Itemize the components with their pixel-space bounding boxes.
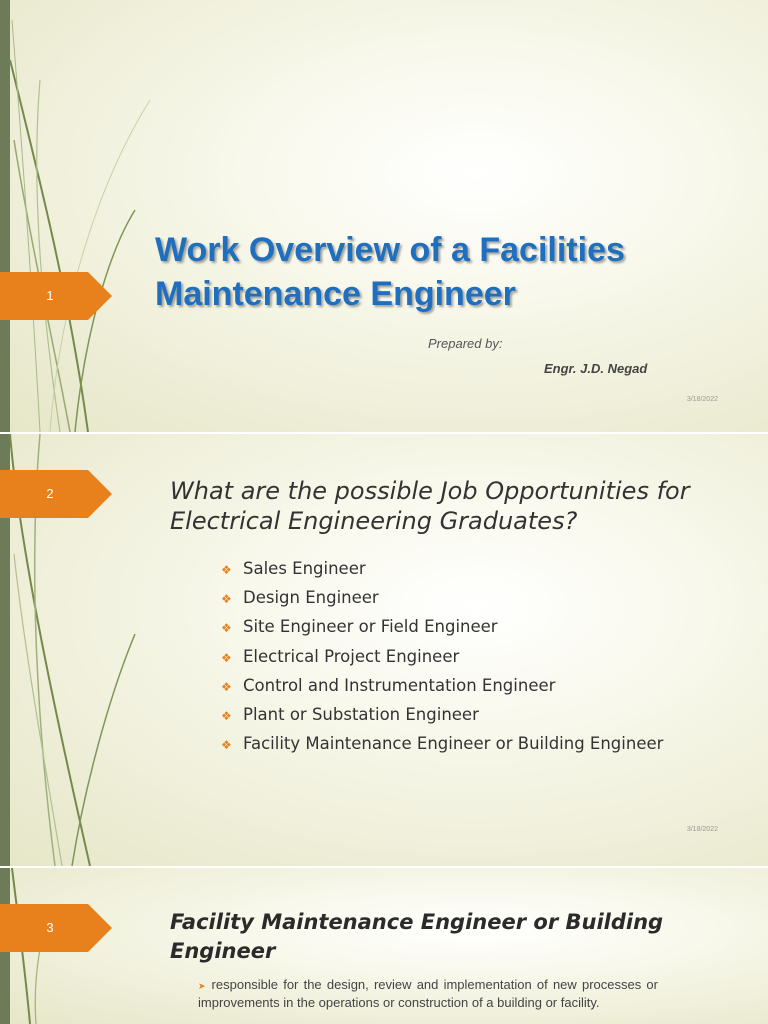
list-item: ❖ Electrical Project Engineer xyxy=(221,642,663,671)
slide-title: Work Overview of a Facilities Maintenance Engineer xyxy=(155,231,625,313)
slide-number-badge xyxy=(0,470,112,518)
job-opportunity-list xyxy=(221,554,663,758)
list-item: ❖ Facility Maintenance Engineer or Building Engineer xyxy=(221,729,663,758)
slide-number-badge xyxy=(0,272,112,320)
diamond-bullet-icon: ❖ xyxy=(221,563,232,577)
slide-title: What are the possible Job Opportunities for Electrical Engineering Graduates? xyxy=(170,477,690,535)
list-item: ❖ Site Engineer or Field Engineer xyxy=(221,612,663,641)
author-name: Engr. J.D. Negad xyxy=(544,361,648,376)
slide-date: 3/18/2022 xyxy=(686,826,718,833)
slide-title: Facility Maintenance Engineer or Building Engineer xyxy=(170,910,664,963)
diamond-bullet-icon: ❖ xyxy=(221,621,232,636)
decorative-grass-lines xyxy=(0,0,160,432)
diamond-bullet-icon: ❖ xyxy=(221,708,232,723)
arrow-bullet-icon: ➤ xyxy=(198,981,206,991)
diamond-bullet-icon: ❖ xyxy=(221,738,232,753)
diamond-bullet-icon: ❖ xyxy=(221,679,232,694)
bullet-paragraph: ➤ responsible for the design, review and implementation of new processes or improvements in the operations or construction of a building or facility. xyxy=(198,977,658,1010)
list-item: ❖ Sales Engineer xyxy=(221,554,663,583)
slide-number: 3 xyxy=(46,920,54,935)
prepared-by-label: Prepared by: xyxy=(428,336,503,351)
diamond-bullet-icon: ❖ xyxy=(221,592,232,607)
slide-date: 3/18/2022 xyxy=(686,396,718,403)
diamond-bullet-icon: ❖ xyxy=(221,650,232,665)
slide-3 xyxy=(0,868,768,1024)
list-item: ❖ Design Engineer xyxy=(221,583,663,612)
slide-2 xyxy=(0,434,768,866)
list-item: ❖ Plant or Substation Engineer xyxy=(221,700,663,729)
slide-number: 1 xyxy=(46,288,54,303)
slide-number: 2 xyxy=(46,486,54,501)
slide-1 xyxy=(0,0,768,432)
list-item: ❖ Control and Instrumentation Engineer xyxy=(221,671,663,700)
slide-number-badge xyxy=(0,904,112,952)
